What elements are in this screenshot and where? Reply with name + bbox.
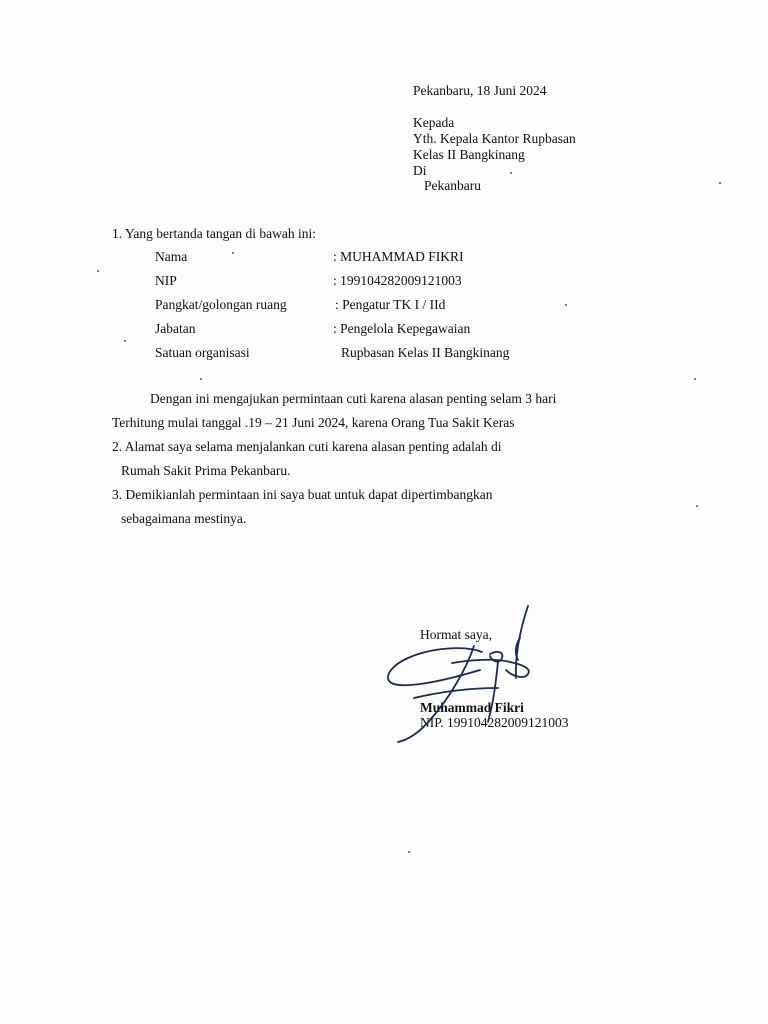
scan-speck: [232, 252, 234, 254]
recipient-line-1: Yth. Kepala Kantor Rupbasan: [413, 131, 576, 146]
scan-speck: [408, 851, 410, 853]
field-label-satuan: Satuan organisasi: [155, 345, 250, 360]
field-value-nama: : MUHAMMAD FIKRI: [333, 249, 464, 264]
signer-nip: NIP. 199104282009121003: [420, 715, 569, 730]
recipient-line-2: Kelas II Bangkinang: [413, 147, 525, 162]
scan-speck: [124, 340, 126, 342]
item-3-line-1: 3. Demikianlah permintaan ini saya buat untuk dapat dipertimbangkan: [112, 487, 493, 502]
field-label-nama: Nama: [155, 249, 188, 264]
scan-speck: [97, 270, 99, 272]
item-3-line-2: sebagaimana mestinya.: [121, 511, 247, 526]
field-value-jabatan: : Pengelola Kepegawaian: [333, 321, 471, 336]
di-label: Di: [413, 163, 427, 178]
scan-speck: [510, 172, 512, 174]
paragraph-line-2: Terhitung mulai tanggal .19 – 21 Juni 2024, karena Orang Tua Sakit Keras: [112, 415, 515, 430]
scan-speck: [200, 378, 202, 380]
place-date: Pekanbaru, 18 Juni 2024: [413, 83, 547, 98]
signer-name: Muhammad Fikri: [420, 700, 524, 715]
kepada-label: Kepada: [413, 115, 455, 130]
item-2-line-1: 2. Alamat saya selama menjalankan cuti karena alasan penting adalah di: [112, 439, 502, 454]
field-value-nip: : 199104282009121003: [333, 273, 462, 288]
paragraph-line-1: Dengan ini mengajukan permintaan cuti karena alasan penting selam 3 hari: [150, 391, 557, 406]
field-label-nip: NIP: [155, 273, 177, 288]
field-label-pangkat: Pangkat/golongan ruang: [155, 297, 287, 312]
item-2-line-2: Rumah Sakit Prima Pekanbaru.: [121, 463, 291, 478]
scan-speck: [696, 505, 698, 507]
field-value-satuan: Rupbasan Kelas II Bangkinang: [341, 345, 510, 360]
closing-salutation: Hormat saya,: [420, 627, 492, 642]
scan-speck: [719, 182, 721, 184]
scan-speck: [565, 304, 567, 306]
field-label-jabatan: Jabatan: [155, 321, 196, 336]
field-value-pangkat: : Pengatur TK I / IId: [335, 297, 446, 312]
handwritten-signature: [370, 600, 560, 750]
item-1-intro: 1. Yang bertanda tangan di bawah ini:: [112, 226, 316, 241]
scan-speck: [694, 378, 696, 380]
recipient-city: Pekanbaru: [424, 178, 481, 193]
